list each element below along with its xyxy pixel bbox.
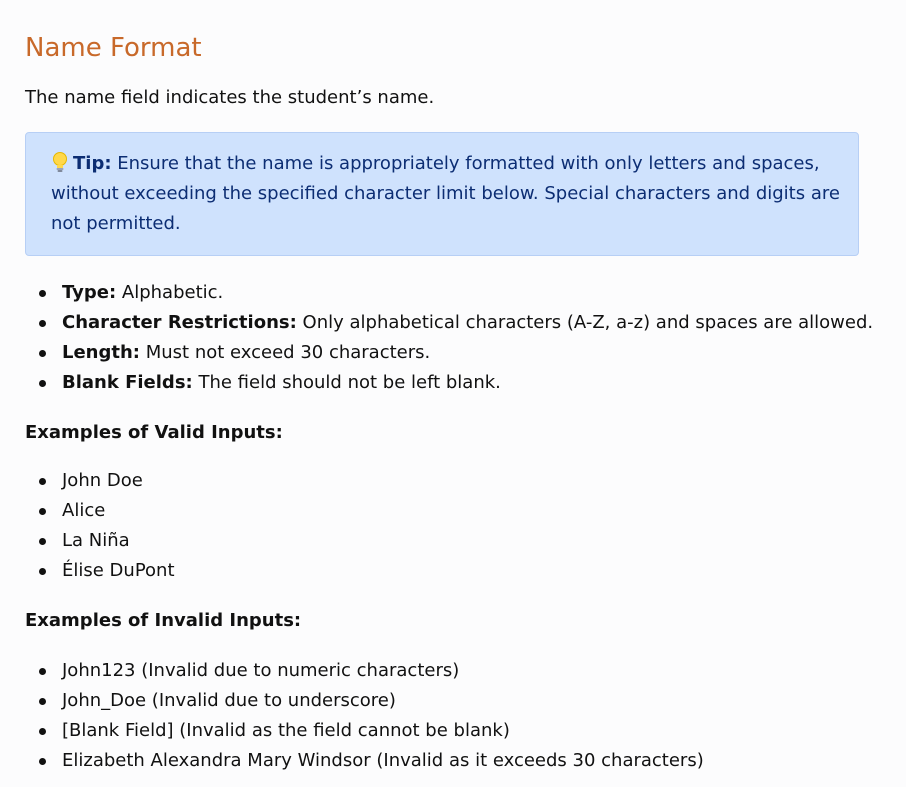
list-item-blank-fields <box>62 368 881 398</box>
invalid-examples-heading: Examples of Invalid Inputs: <box>25 610 302 631</box>
property-label: Length: <box>62 342 140 363</box>
list-item: John_Doe (Invalid due to underscore) <box>62 686 881 716</box>
intro-paragraph: The name field indicates the student’s name. <box>25 87 435 108</box>
property-value: Only alphabetical characters (A-Z, a-z) and spaces are allowed. <box>302 312 874 333</box>
list-item-type <box>62 278 881 308</box>
tip-text: Ensure that the name is appropriately formatted with only letters and spaces, without exceeding the specified character limit below. Special characters and digits are not permitted. <box>51 153 840 234</box>
list-item: John Doe <box>62 466 881 496</box>
property-label: Blank Fields: <box>62 372 193 393</box>
list-item: [Blank Field] (Invalid as the field cannot be blank) <box>62 716 881 746</box>
tip-label: Tip: <box>73 153 112 174</box>
field-properties-list <box>25 278 881 398</box>
page-title: Name Format <box>25 33 202 63</box>
property-value: Alphabetic. <box>121 282 224 303</box>
valid-examples-heading: Examples of Valid Inputs: <box>25 422 283 443</box>
property-value: Must not exceed 30 characters. <box>145 342 431 363</box>
lightbulb-icon <box>51 149 69 179</box>
list-item-character-restrictions <box>62 308 881 338</box>
property-value: The field should not be left blank. <box>198 372 501 393</box>
property-label: Character Restrictions: <box>62 312 297 333</box>
list-item: Élise DuPont <box>62 556 881 586</box>
invalid-examples-list <box>25 656 881 776</box>
list-item: Alice <box>62 496 881 526</box>
list-item: Elizabeth Alexandra Mary Windsor (Invalid as it exceeds 30 characters) <box>62 746 881 776</box>
tip-callout <box>25 132 859 256</box>
property-label: Type: <box>62 282 117 303</box>
list-item-length <box>62 338 881 368</box>
list-item: La Niña <box>62 526 881 556</box>
valid-examples-list <box>25 466 881 586</box>
list-item: John123 (Invalid due to numeric characters) <box>62 656 881 686</box>
